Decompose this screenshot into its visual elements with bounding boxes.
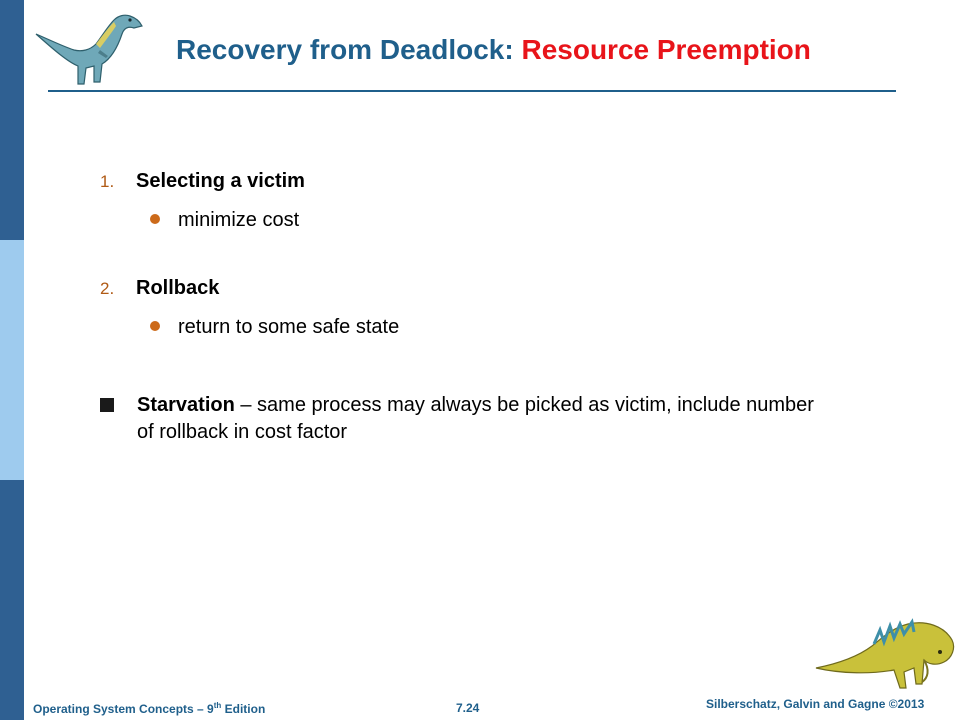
footer-book-suffix: Edition <box>221 702 266 716</box>
square-bullet-icon <box>100 398 114 412</box>
starvation-note <box>100 392 820 446</box>
item-number: 1. <box>100 172 115 191</box>
bullet-dot-icon <box>150 321 160 331</box>
footer-book-title <box>33 701 265 716</box>
starvation-text: – same process may always be picked as victim, include number of rollback in cost factor <box>137 394 814 443</box>
footer-page-number: 7.24 <box>456 701 480 715</box>
slide-title-main: Recovery from Deadlock: <box>176 34 514 65</box>
starvation-term: Starvation <box>137 394 235 416</box>
footer-authors: Silberschatz, Galvin and Gagne ©2013 <box>706 697 925 711</box>
item-label: Rollback <box>136 277 220 299</box>
starvation-note-body <box>137 392 820 446</box>
footer-book-sup: th <box>213 701 222 710</box>
sub-bullet-text: minimize cost <box>178 209 300 231</box>
item-number: 2. <box>100 279 115 298</box>
numbered-item-2 <box>100 277 219 300</box>
item-label: Selecting a victim <box>136 170 305 192</box>
footer-book-prefix: Operating System Concepts – 9 <box>33 702 214 716</box>
bullet-dot-icon <box>150 214 160 224</box>
sub-bullet-text: return to some safe state <box>178 316 400 338</box>
slide-title-accent: Resource Preemption <box>521 34 811 65</box>
sub-bullet-1 <box>150 209 299 232</box>
numbered-item-1 <box>100 170 305 193</box>
sub-bullet-2 <box>150 316 399 339</box>
